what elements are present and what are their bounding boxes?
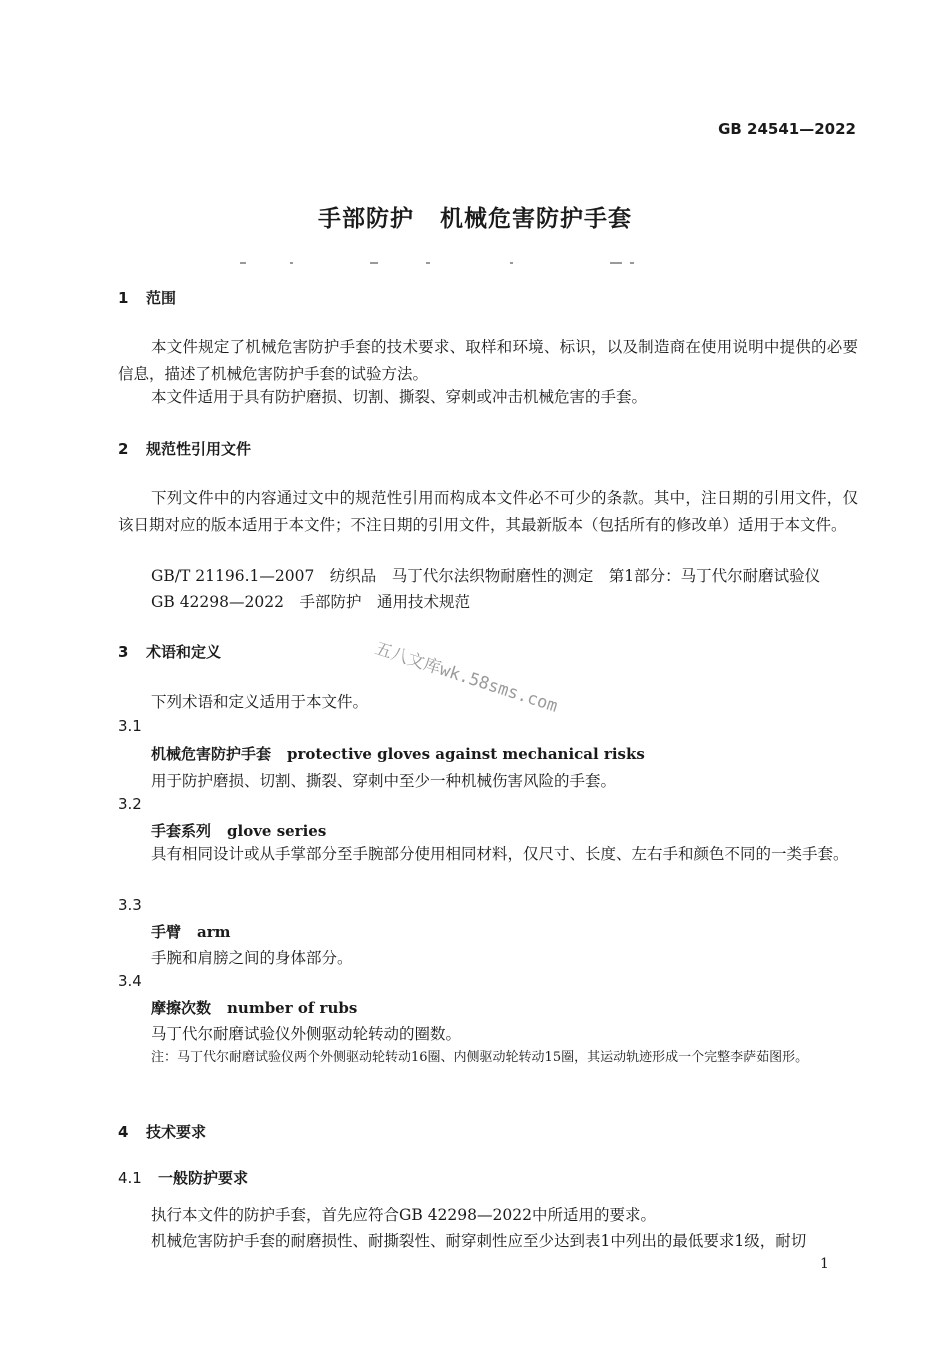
page-number: 1 xyxy=(820,1256,829,1272)
term-number: 3.2 xyxy=(118,795,142,813)
watermark: 五八文库wk.58sms.com xyxy=(372,638,560,717)
section-2-heading: 2 规范性引用文件 xyxy=(118,440,252,458)
section-4-paragraph-2: 机械危害防护手套的耐磨损性、耐撕裂性、耐穿刺性应至少达到表1中列出的最低要求1级，耐切 xyxy=(151,1232,807,1250)
standard-number: GB 24541—2022 xyxy=(718,120,856,138)
section-1-heading: 1 范围 xyxy=(118,289,177,307)
term-heading: 机械危害防护手套 protective gloves against mechanical risks xyxy=(151,745,645,763)
reference-1: GB/T 21196.1—2007 纺织品 马丁代尔法织物耐磨性的测定 第1部分：马丁代尔耐磨试验仪 xyxy=(151,567,821,585)
document-title xyxy=(0,200,950,233)
term-heading: 手臂 arm xyxy=(151,923,231,941)
reference-2: GB 42298—2022 手部防护 通用技术规范 xyxy=(151,593,470,611)
term-heading: 手套系列 glove series xyxy=(151,822,327,840)
section-4-paragraph-1: 执行本文件的防护手套，首先应符合GB 42298—2022中所适用的要求。 xyxy=(151,1206,656,1224)
term-number: 3.4 xyxy=(118,972,142,990)
section-3-heading: 3 术语和定义 xyxy=(118,643,222,661)
term-definition: 用于防护磨损、切割、撕裂、穿刺中至少一种机械伤害风险的手套。 xyxy=(151,772,617,790)
term-number: 3.3 xyxy=(118,896,142,914)
term-definition: 手腕和肩膀之间的身体部分。 xyxy=(151,949,353,967)
section-1-paragraph-1: 本文件规定了机械危害防护手套的技术要求、取样和环境、标识，以及制造商在使用说明中提供的必要信息，描述了机械危害防护手套的试验方法。 xyxy=(118,338,858,383)
scan-specks xyxy=(230,262,660,268)
term-definition: 马丁代尔耐磨试验仪外侧驱动轮转动的圈数。 xyxy=(151,1025,462,1043)
term-heading: 摩擦次数 number of rubs xyxy=(151,999,358,1017)
term-definition: 具有相同设计或从手掌部分至手腕部分使用相同材料，仅尺寸、长度、左右手和颜色不同的一类手套。 xyxy=(151,845,849,863)
term-note: 注：马丁代尔耐磨试验仪两个外侧驱动轮转动16圈、内侧驱动轮转动15圈，其运动轨迹形成一个完整李萨茹图形。 xyxy=(151,1050,809,1065)
section-4-heading: 4 技术要求 xyxy=(118,1123,207,1141)
section-1-paragraph-2: 本文件适用于具有防护磨损、切割、撕裂、穿刺或冲击机械危害的手套。 xyxy=(151,388,648,406)
title-part-1: 手部防护 xyxy=(318,206,414,232)
subsection-4-1-heading: 4.1 一般防护要求 xyxy=(118,1169,249,1187)
section-3-intro: 下列术语和定义适用于本文件。 xyxy=(151,693,369,711)
title-part-2: 机械危害防护手套 xyxy=(440,206,632,232)
section-2-intro: 下列文件中的内容通过文中的规范性引用而构成本文件必不可少的条款。其中，注日期的引用文件，仅该日期对应的版本适用于本文件；不注日期的引用文件，其最新版本（包括所有的修改单）适用于本文件。 xyxy=(118,489,858,534)
term-number: 3.1 xyxy=(118,717,142,735)
